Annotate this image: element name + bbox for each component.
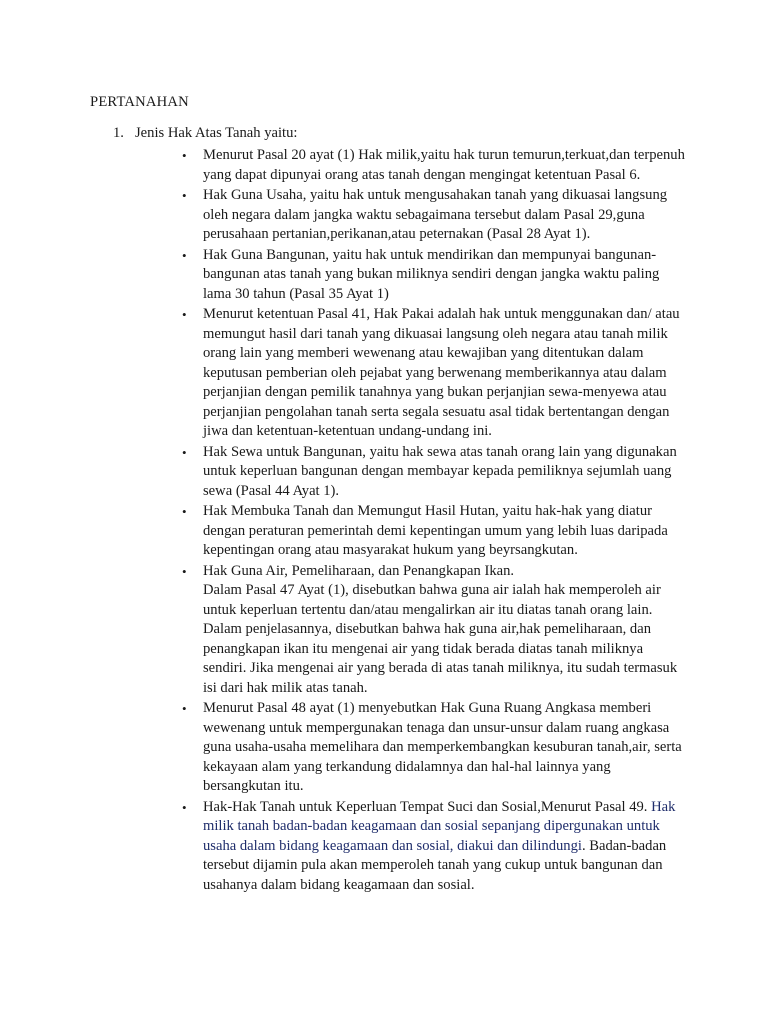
list-item-text [203,798,689,896]
list-item-hak-pakai [182,305,689,442]
list-item-text: Hak Guna Air, Pemeliharaan, dan Penangkapan Ikan. [203,562,515,579]
list-item-hak-guna-air [182,562,689,699]
rights-list [182,146,689,896]
bullet-icon: • [182,799,187,815]
list-item-text: Hak Guna Usaha, yaitu hak untuk mengusahakan tanah yang dikuasai langsung oleh negara dalam jangka waktu sebagaimana tersebut dalam Pasal 29,guna perusahaan pertanian,perikanan,atau peternakan (Pasal 28 Ayat 1). [203,187,668,242]
list-item-text: Hak Sewa untuk Bangunan, yaitu hak sewa atas tanah orang lain yang digunakan untuk keperluan bangunan dengan membayar kepada pemiliknya sejumlah uang sewa (Pasal 44 Ayat 1). [203,443,677,499]
list-item-text-start: Hak-Hak Tanah untuk Keperluan Tempat Suci dan Sosial,Menurut Pasal 49. [203,798,648,815]
bullet-icon: • [182,701,187,716]
bullet-icon: • [182,148,187,163]
bullet-icon: • [182,504,187,519]
list-item-text: Menurut ketentuan Pasal 41, Hak Pakai adalah hak untuk menggunakan dan/ atau memungut hasil dari tanah yang dikuasai langsung oleh negara atau tanah milik orang lain yang memberi wewenang atau kewajiban yang ditentukan dalam keputusan pemberian oleh pejabat yang berwenang memberikannya atau dalam perjanjian dengan pemilik tanahnya yang bukan perjanjian sewa-menyewa atau perjanjian pengolahan tanah serta segala sesuatu asal tidak bertentangan dengan jiwa dan ketentuan-ketentuan undang-undang ini. [203,306,680,439]
section-title-text: Jenis Hak Atas Tanah yaitu: [135,125,298,141]
list-item-text: Hak Membuka Tanah dan Memungut Hasil Hutan, yaitu hak-hak yang diatur dengan peraturan pemerintah demi kepentingan umum yang lebih luas daripada kepentingan orang atau masyarakat hukum yang beyrsangkutan. [203,503,668,558]
list-item-hak-milik [182,146,689,185]
list-item-hak-tempat-suci [182,798,689,896]
section-jenis-hak [113,124,693,893]
bullet-icon: • [182,444,187,460]
list-item-hak-guna-ruang-angkasa [182,699,689,797]
list-item-hak-sewa [182,443,689,502]
list-item-hak-membuka-tanah [182,502,689,561]
bullet-icon: • [182,188,187,203]
list-item-hak-guna-bangunan [182,246,689,305]
section-number: 1. [113,125,124,141]
list-item-hak-guna-usaha [182,186,689,245]
list-item-detail: Dalam Pasal 47 Ayat (1), disebutkan bahwa guna air ialah hak memperoleh air untuk keperluan tertentu dan/atau mengalirkan air itu diatas tanah orang lain. Dalam penjelasannya, disebutkan bahwa hak guna air,hak pemeliharaan, dan penangkapan ikan itu mengenai air yang tidak berada diatas tanah miliknya sendiri. Jika mengenai air yang berada di atas tanah miliknya, itu sudah termasuk isi dari hak milik atas tanah. [203,582,678,696]
section-title [113,124,693,144]
bullet-icon: • [182,307,187,322]
list-item-text: Hak Guna Bangunan, yaitu hak untuk mendirikan dan mempunyai bangunan-bangunan atas tanah yang bukan miliknya sendiri dengan jangka waktu paling lama 30 tahun (Pasal 35 Ayat 1) [203,246,660,302]
document-heading: PERTANAHAN [90,94,189,110]
bullet-icon: • [182,247,187,263]
list-item-text: Menurut Pasal 20 ayat (1) Hak milik,yaitu hak turun temurun,terkuat,dan terpenuh yang dapat dipunyai orang atas tanah dengan mengingat ketentuan Pasal 6. [203,147,685,183]
list-item-text-end: . Badan-badan tersebut dijamin pula akan memperoleh tanah yang cukup untuk bangunan dan usahanya dalam bidang keagamaan dan sosial. [203,837,667,893]
bullet-icon: • [182,563,187,579]
highlighted-text: Hak milik tanah badan-badan keagamaan dan sosial sepanjang dipergunakan untuk usaha dalam bidang keagamaan dan sosial, diakui dan dilindungi [203,798,676,854]
list-item-text: Menurut Pasal 48 ayat (1) menyebutkan Hak Guna Ruang Angkasa memberi wewenang untuk mempergunakan tenaga dan unsur-unsur dalam ruang angkasa guna usaha-usaha memelihara dan memperkembangkan kesuburan tanah,air, serta kekayaan alam yang terkandung didalamnya dan hal-hal lainnya yang bersangkutan itu. [203,700,682,794]
